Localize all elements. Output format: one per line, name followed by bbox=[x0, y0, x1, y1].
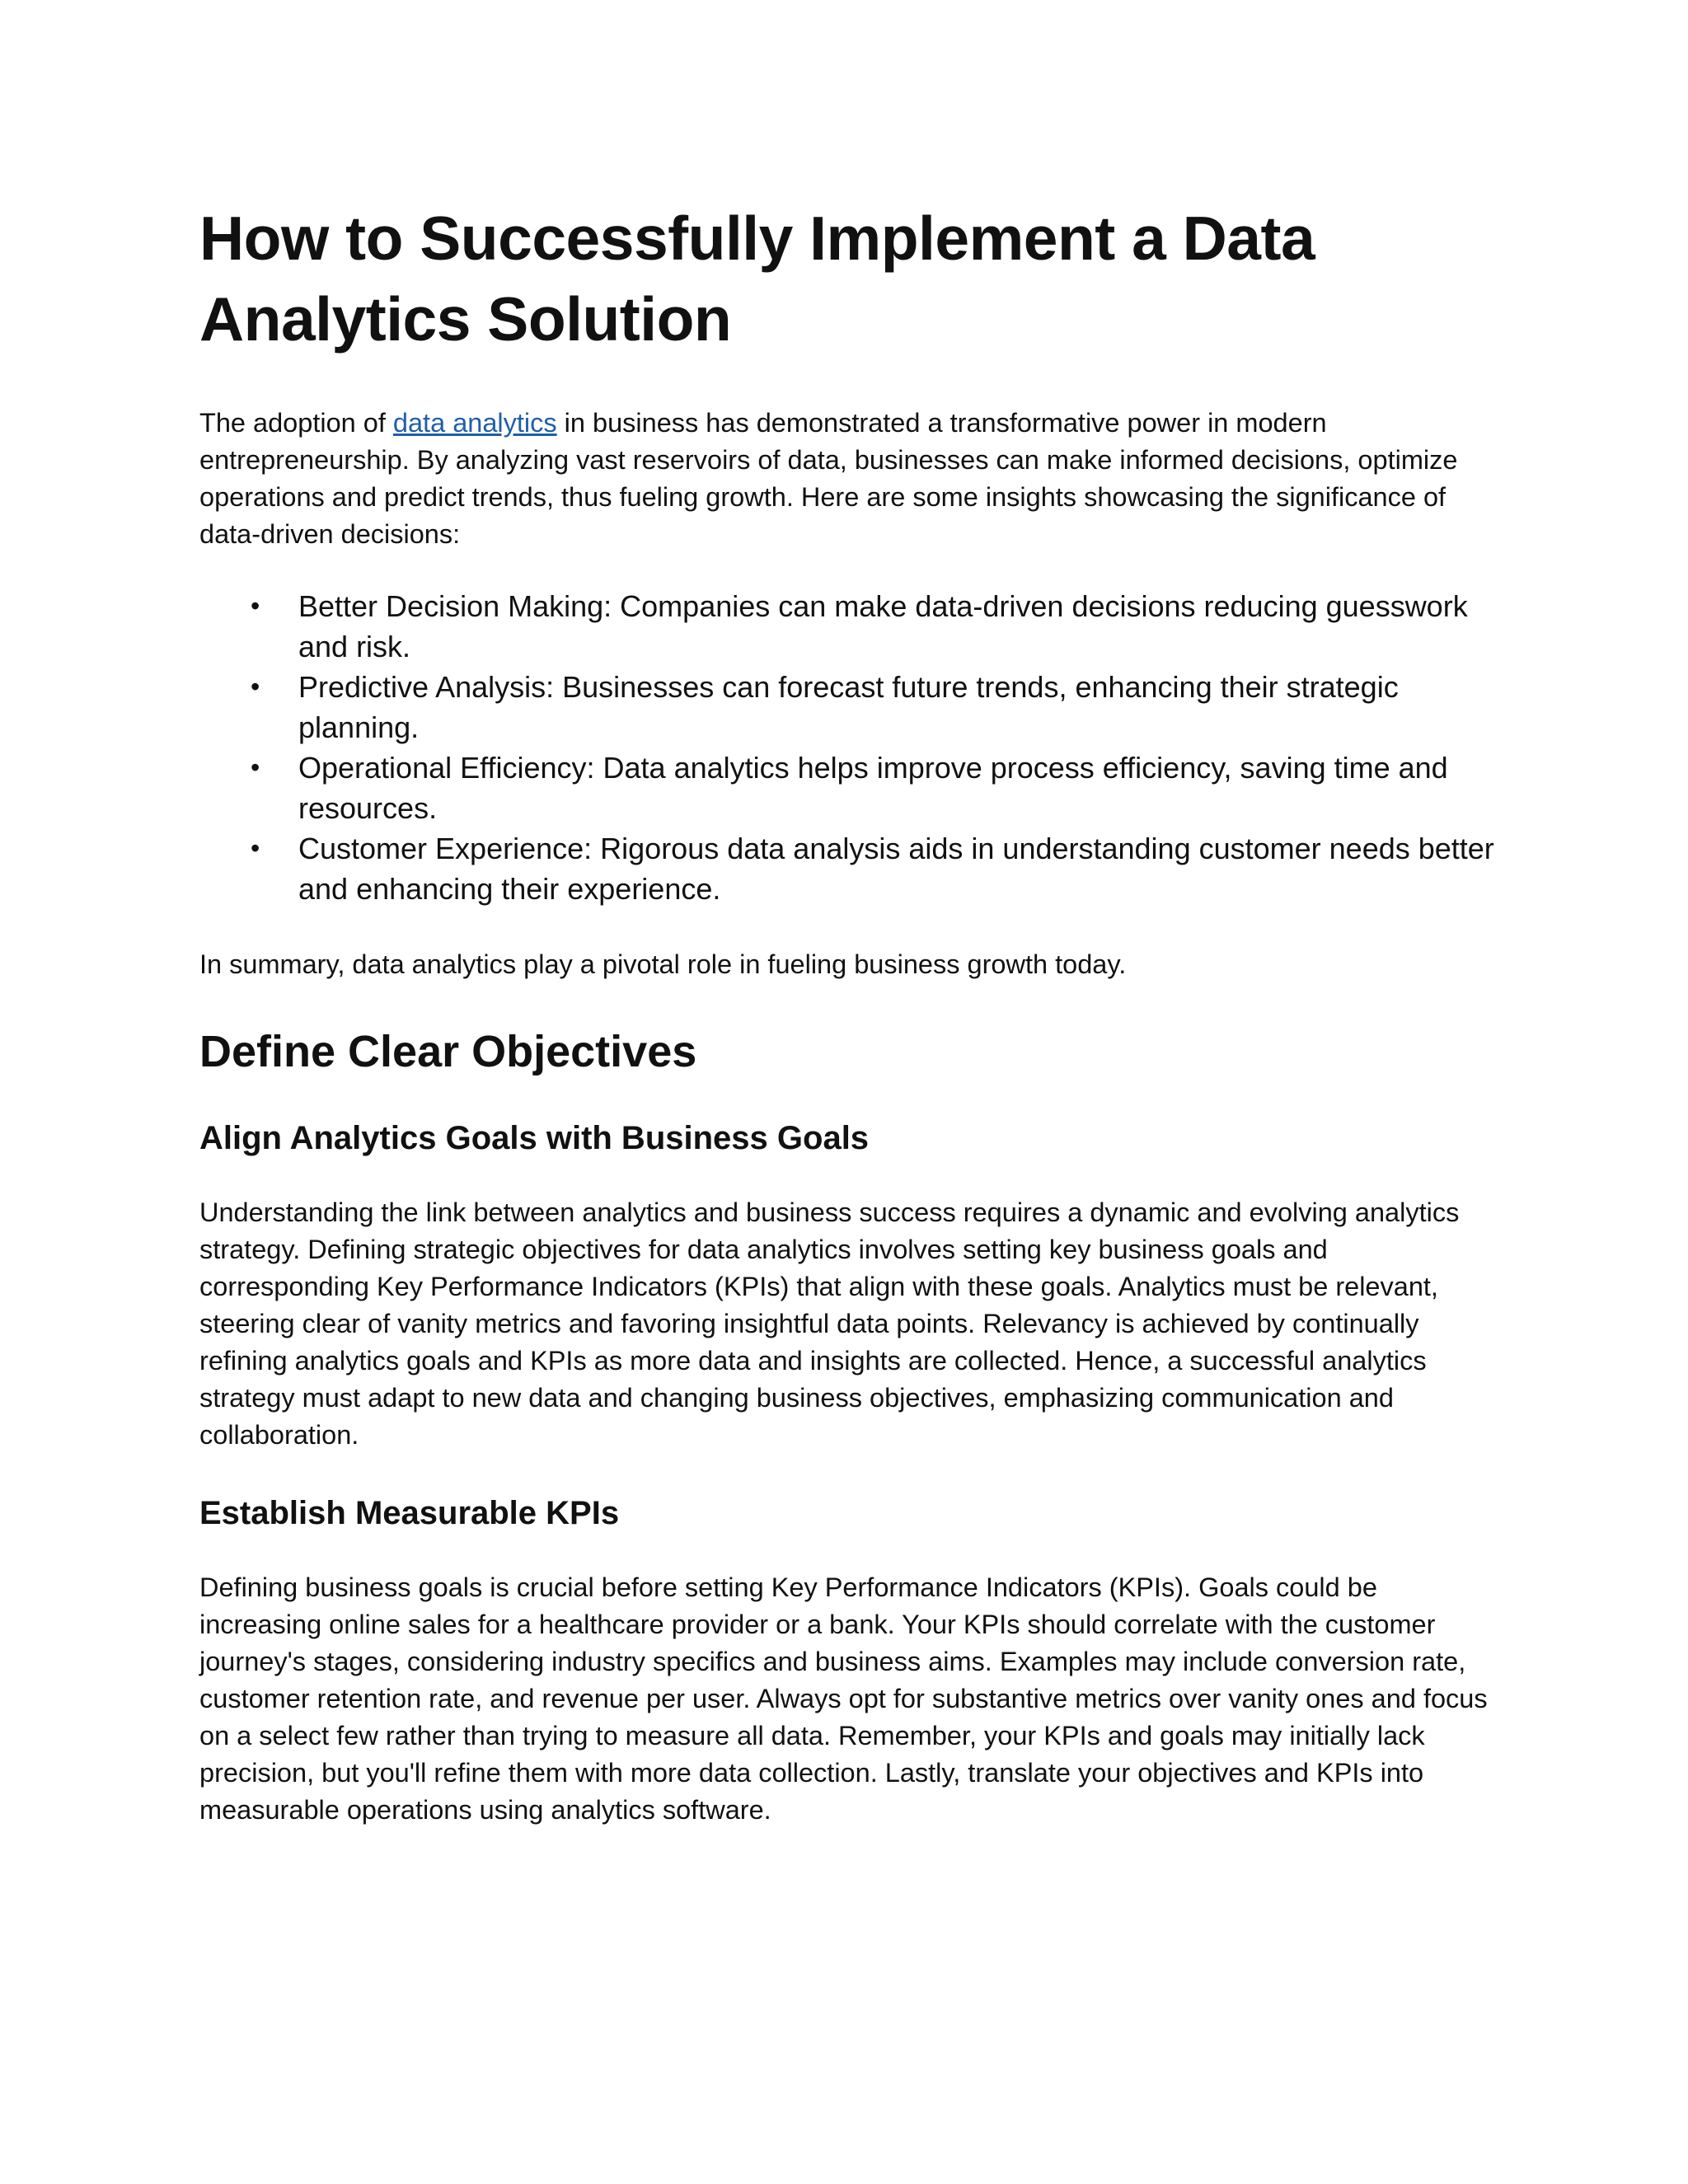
list-item-text: Customer Experience: Rigorous data analysis aids in understanding customer needs better and enhancing their experience. bbox=[298, 832, 1494, 906]
bullet-icon: • bbox=[251, 591, 260, 621]
bullet-icon: • bbox=[251, 833, 260, 863]
align-goals-paragraph: Understanding the link between analytics and business success requires a dynamic and evolving analytics strategy. Defining strategic objectives for data analytics involves setting key business goals and corresponding Key Performance Indicators (KPIs) that align with these goals. Analytics must be relevant, steering clear of vanity metrics and favoring insightful data points. Relevancy is achieved by continually refining analytics goals and KPIs as more data and insights are collected. Hence, a successful analytics strategy must adapt to new data and changing business objectives, emphasizing communication and collaboration. bbox=[199, 1197, 1460, 1450]
subsection-heading-align-goals: Align Analytics Goals with Business Goals bbox=[199, 1120, 870, 1156]
summary-paragraph: In summary, data analytics play a pivotal role in fueling business growth today. bbox=[199, 949, 1127, 979]
document-page bbox=[199, 198, 1502, 1829]
list-item bbox=[251, 828, 1502, 909]
page-title: How to Successfully Implement a Data Analytics Solution bbox=[199, 204, 1315, 354]
list-item bbox=[251, 586, 1502, 667]
subsection-heading-kpis: Establish Measurable KPIs bbox=[199, 1495, 620, 1531]
list-item bbox=[251, 667, 1502, 748]
intro-prefix: The adoption of bbox=[199, 408, 393, 438]
list-item bbox=[251, 748, 1502, 828]
bullet-icon: • bbox=[251, 672, 260, 701]
section-heading: Define Clear Objectives bbox=[199, 1027, 697, 1076]
list-item-text: Better Decision Making: Companies can make data-driven decisions reducing guesswork and risk. bbox=[298, 589, 1468, 663]
bullet-icon: • bbox=[251, 752, 260, 782]
data-analytics-link[interactable]: data analytics bbox=[392, 408, 557, 438]
insights-list bbox=[199, 586, 1502, 909]
intro-paragraph bbox=[199, 405, 1502, 553]
list-item-text: Predictive Analysis: Businesses can forecast future trends, enhancing their strategic planning. bbox=[298, 670, 1399, 744]
intro-suffix: in business has demonstrated a transformative power in modern entrepreneurship. By analyzing vast reservoirs of data, businesses can make informed decisions, optimize operations and predict trends, thus fueling growth. Here are some insights showcasing the significance of data-driven decisions: bbox=[199, 408, 1458, 549]
list-item-text: Operational Efficiency: Data analytics helps improve process efficiency, saving time and resources. bbox=[298, 751, 1448, 825]
kpis-paragraph: Defining business goals is crucial before setting Key Performance Indicators (KPIs). Goals could be increasing online sales for a healthcare provider or a bank. Your KPIs should correlate with the customer journey's stages, considering industry specifics and business aims. Examples may include conversion rate, customer retention rate, and revenue per user. Always opt for substantive metrics over vanity ones and focus on a select few rather than trying to measure all data. Remember, your KPIs and goals may initially lack precision, but you'll refine them with more data collection. Lastly, translate your objectives and KPIs into measurable operations using analytics software. bbox=[199, 1572, 1488, 1825]
